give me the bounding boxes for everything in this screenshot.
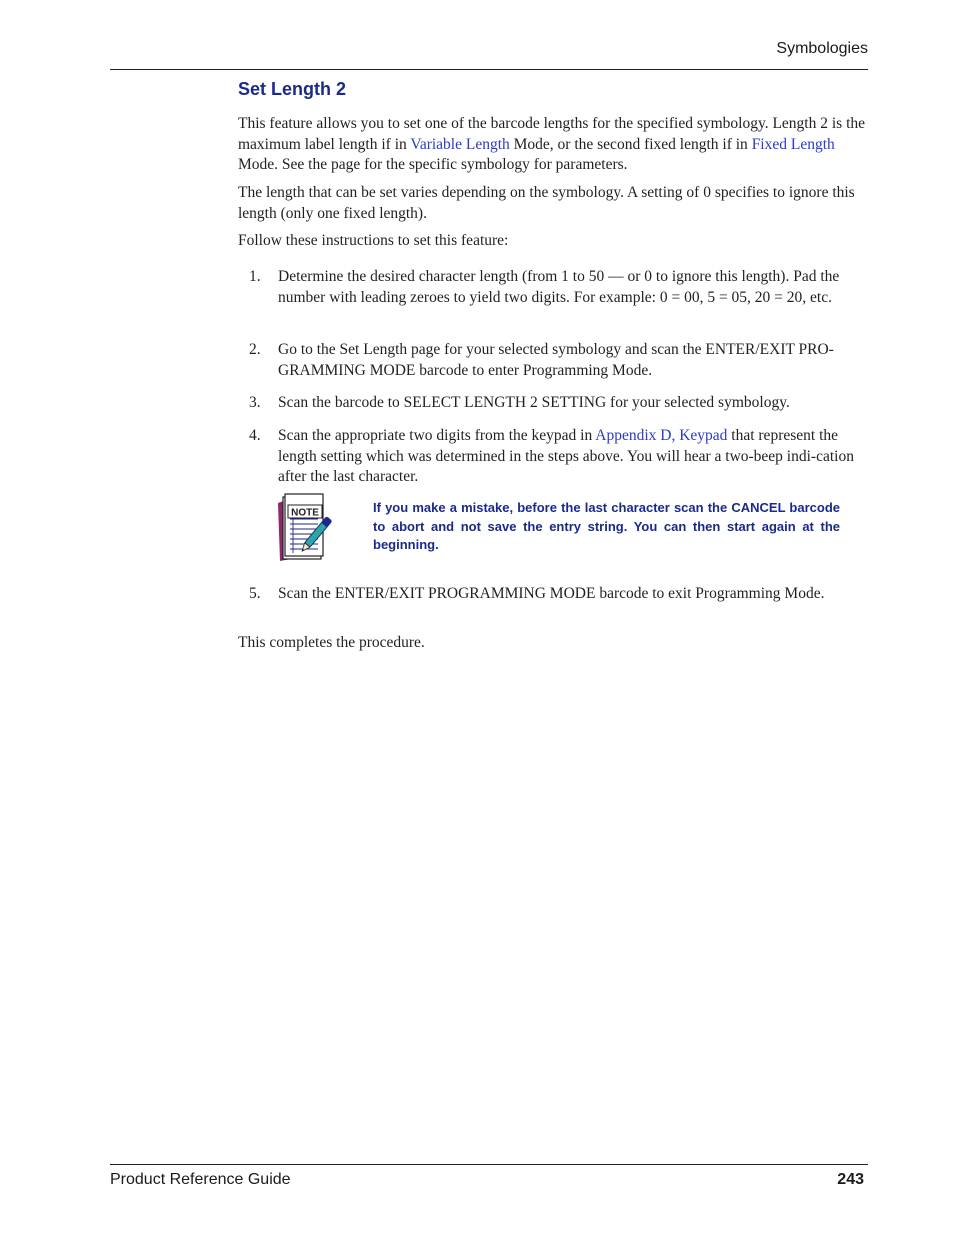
appendix-keypad-link[interactable]: Appendix D, Keypad — [595, 427, 728, 444]
closing-paragraph: This completes the procedure. — [238, 634, 425, 651]
step-number: 2. — [249, 341, 261, 358]
step-number: 3. — [249, 394, 261, 411]
step-3 — [238, 393, 870, 414]
length-paragraph: The length that can be set varies depending on the symbology. A setting of 0 specifies to ignore this length (only one fixed length). — [238, 184, 855, 222]
step-text: Go to the Set Length page for your selected symbology and scan the ENTER/EXIT PRO-GRAMMING MODE barcode to enter Programming Mode. — [278, 341, 834, 379]
step-5 — [238, 584, 870, 605]
intro-paragraph — [238, 114, 868, 176]
note-icon-label: NOTE — [291, 507, 319, 519]
step-number: 5. — [249, 585, 261, 602]
note-icon — [274, 491, 342, 563]
header-rule — [110, 69, 868, 70]
step-4-text-after: that represent the length setting which was determined in the steps above. You will hear a two-beep indi-cation after the last character. — [278, 427, 854, 485]
step-text — [278, 426, 870, 488]
variable-length-link[interactable]: Variable Length — [410, 135, 510, 153]
fixed-length-link[interactable]: Fixed Length — [751, 135, 835, 153]
step-4-text-before: Scan the appropriate two digits from the keypad in — [278, 427, 596, 444]
step-text: Determine the desired character length (from 1 to 50 — or 0 to ignore this length). Pad the number with leading zeroes to yield two digits. For example: 0 = 00, 5 = 05, 20 = 20, etc. — [278, 268, 840, 306]
step-number: 4. — [249, 427, 261, 444]
step-number: 1. — [249, 268, 261, 285]
intro-text-3: Mode. See the page for the specific symbology for parameters. — [238, 156, 628, 173]
step-4 — [238, 426, 870, 488]
instructions-lead: Follow these instructions to set this feature: — [238, 232, 509, 249]
step-2 — [238, 340, 870, 381]
section-title: Set Length 2 — [238, 79, 347, 99]
running-header: Symbologies — [776, 40, 868, 57]
page-number: 243 — [837, 1171, 864, 1188]
footer-rule — [110, 1164, 868, 1165]
intro-text-1: This feature allows you to set one of the barcode lengths for the specified symbology. Length 2 is the maximum label length if in — [238, 115, 866, 153]
intro-text-2: Mode, or the second fixed length if in — [509, 135, 752, 153]
step-text: Scan the barcode to SELECT LENGTH 2 SETTING for your selected symbology. — [278, 394, 790, 411]
step-1 — [238, 267, 870, 308]
footer-guide-title: Product Reference Guide — [110, 1171, 291, 1188]
step-text: Scan the ENTER/EXIT PROGRAMMING MODE barcode to exit Programming Mode. — [278, 585, 825, 602]
note-text: If you make a mistake, before the last character scan the CANCEL barcode to abort and not save the entry string. You can then start again at the beginning. — [373, 500, 840, 552]
